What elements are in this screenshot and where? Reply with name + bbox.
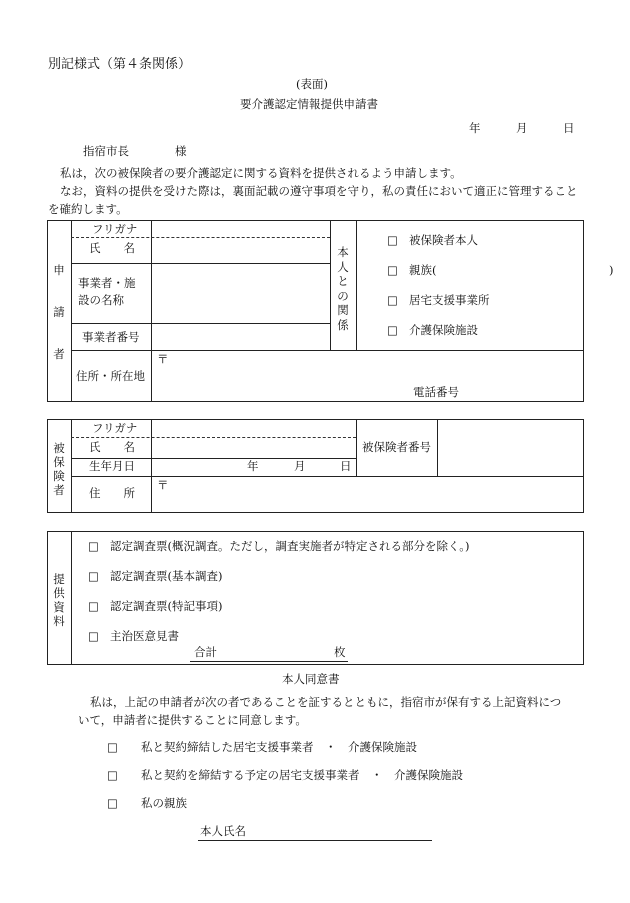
applicant-business-number-label: 事業者番号 — [82, 330, 140, 344]
insured-birth-year: 年 — [247, 459, 259, 473]
insured-birth-day: 日 — [340, 459, 352, 473]
materials-total-unit: 枚 — [334, 645, 346, 659]
relation-label: 本 人 と の 関 係 — [337, 245, 349, 332]
applicant-business-label-1: 事業者・施 — [78, 276, 136, 290]
insured-address-label: 住 所 — [89, 486, 135, 500]
checkbox-icon[interactable]: □ — [88, 629, 99, 643]
applicant-address-label: 住所・所在地 — [76, 369, 145, 383]
materials-section-label: 提 供 資 料 — [53, 572, 65, 628]
applicant-business-label-2: 設の名称 — [78, 293, 124, 307]
consent-title: 本人同意書 — [282, 672, 340, 686]
applicant-section-label: 申 請 者 — [53, 263, 65, 361]
materials-total-label: 合計 — [194, 645, 217, 659]
applicant-name-label: 氏 名 — [89, 241, 135, 255]
checkbox-icon[interactable]: □ — [387, 323, 398, 337]
applicant-postal-mark: 〒 — [157, 352, 169, 366]
form-side-label: (表面) — [296, 77, 328, 91]
intro-line-2: なお，資料の提供を受けた際は，裏面記載の遵守事項を守り，私の責任において適正に管理すること — [60, 184, 578, 198]
relation-option-relative[interactable]: □ 親族( ) — [387, 263, 614, 277]
checkbox-icon[interactable]: □ — [387, 263, 398, 277]
intro-line-3: を確約します。 — [48, 202, 128, 216]
applicant-furigana-label: フリガナ — [92, 222, 138, 236]
relation-option-care-facility[interactable]: □ 介護保険施設 — [387, 323, 478, 337]
checkbox-icon[interactable]: □ — [107, 768, 118, 782]
intro-line-1: 私は，次の被保険者の要介護認定に関する資料を提供されるよう申請します。 — [60, 166, 462, 180]
material-option-doctor-opinion[interactable]: □ 主治医意見書 — [88, 629, 179, 643]
relation-option-care-office[interactable]: □ 居宅支援事業所 — [387, 293, 490, 307]
addressee-honorific: 様 — [175, 144, 187, 158]
applicant-phone-label: 電話番号 — [413, 385, 459, 399]
insured-furigana-label: フリガナ — [92, 421, 138, 435]
consent-option-contracted[interactable]: □ 私と契約締結した居宅支援事業者 ・ 介護保険施設 — [107, 740, 417, 754]
material-option-basic[interactable]: □ 認定調査票(基本調査) — [88, 569, 223, 583]
checkbox-icon[interactable]: □ — [88, 569, 99, 583]
insured-number-label: 被保険者番号 — [362, 440, 431, 454]
checkbox-icon[interactable]: □ — [88, 599, 99, 613]
insured-name-label: 氏 名 — [89, 440, 135, 454]
date-day-label: 日 — [563, 121, 575, 135]
materials-total-line — [190, 661, 348, 662]
consent-option-planned[interactable]: □ 私と契約を締結する予定の居宅支援事業者 ・ 介護保険施設 — [107, 768, 463, 782]
insured-section-label: 被 保 険 者 — [53, 441, 65, 497]
addressee: 指宿市長 — [83, 144, 129, 158]
checkbox-icon[interactable]: □ — [107, 740, 118, 754]
insured-birth-month: 月 — [294, 459, 306, 473]
checkbox-icon[interactable]: □ — [387, 233, 398, 247]
material-option-overview[interactable]: □ 認定調査票(概況調査。ただし，調査実施者が特定される部分を除く。) — [88, 539, 470, 553]
form-number: 別記様式（第４条関係） — [48, 57, 192, 72]
insured-postal-mark: 〒 — [157, 478, 169, 492]
date-month-label: 月 — [516, 121, 528, 135]
checkbox-icon[interactable]: □ — [387, 293, 398, 307]
insured-birthdate-label: 生年月日 — [89, 459, 135, 473]
signature-line[interactable] — [198, 840, 432, 841]
form-title: 要介護認定情報提供申請書 — [240, 97, 378, 111]
consent-option-relative[interactable]: □ 私の親族 — [107, 796, 187, 810]
material-option-special-notes[interactable]: □ 認定調査票(特記事項) — [88, 599, 223, 613]
consent-line-2: いて，申請者に提供することに同意します。 — [78, 713, 307, 727]
relation-option-self[interactable]: □ 被保険者本人 — [387, 233, 478, 247]
checkbox-icon[interactable]: □ — [107, 796, 118, 810]
signature-label: 本人氏名 — [200, 824, 246, 838]
checkbox-icon[interactable]: □ — [88, 539, 99, 553]
date-year-label: 年 — [469, 121, 481, 135]
consent-line-1: 私は，上記の申請者が次の者であることを証するとともに，指宿市が保有する上記資料につ — [90, 695, 562, 709]
